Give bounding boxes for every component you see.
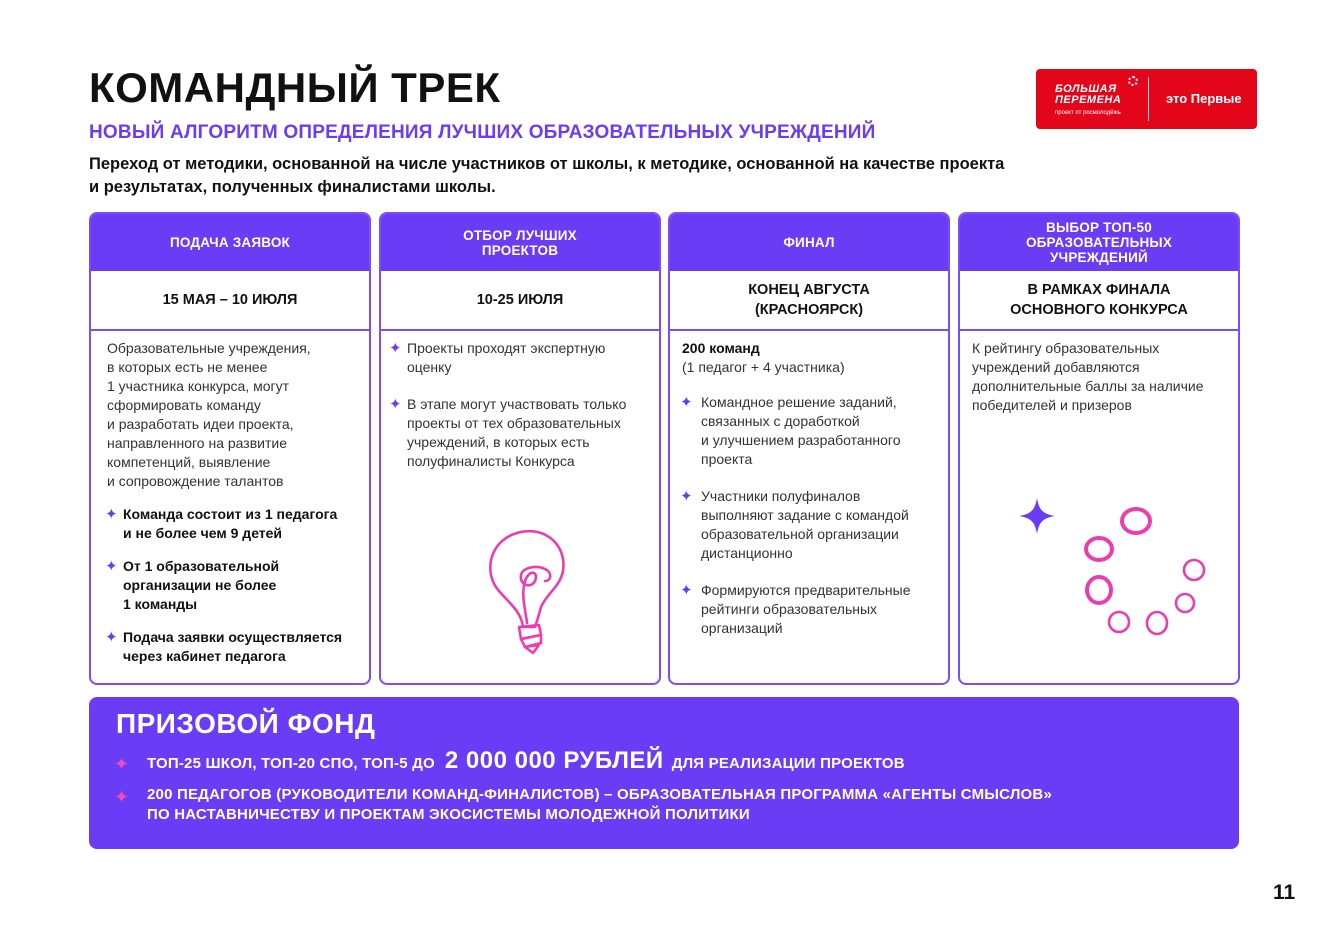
sparkle-icon: ✦ bbox=[105, 506, 118, 523]
stage-description: К рейтингу образовательных учреждений добавляются дополнительные баллы за наличие победителей и призеров bbox=[972, 340, 1204, 413]
bullet-item: ✦ Подача заявки осуществляется через кабинет педагога bbox=[105, 629, 343, 664]
stage-date: 15 МАЯ – 10 ИЮЛЯ bbox=[91, 271, 369, 331]
bullet-item: ✦ Формируются предварительные рейтинги образовательных организаций bbox=[680, 582, 911, 636]
bullet-item: ✦ В этапе могут участвовать только проекты от тех образовательных учреждений, в которых есть полуфиналисты Конкурса bbox=[389, 396, 627, 469]
sparkle-icon: ✦ bbox=[389, 340, 402, 357]
prize-line-2: 200 ПЕДАГОГОВ (РУКОВОДИТЕЛИ КОМАНД-ФИНАЛИСТОВ) – ОБРАЗОВАТЕЛЬНАЯ ПРОГРАММА «АГЕНТЫ СМЫСЛОВ» ПО НАСТАВНИЧЕСТВУ И ПРОЕКТАМ ЭКОСИСТЕМЫ МОЛОДЕЖНОЙ ПОЛИТИКИ bbox=[147, 786, 1052, 823]
bullet-item: ✦ Участники полуфиналов выполняют задание с командой образовательной организации дистанционно bbox=[680, 488, 909, 561]
stage-date: В РАМКАХ ФИНАЛА ОСНОВНОГО КОНКУРСА bbox=[960, 271, 1238, 331]
stage-card-final bbox=[668, 212, 950, 685]
sparkle-icon: ✦ bbox=[680, 394, 693, 411]
stage-description: Образовательные учреждения, в которых есть не менее 1 участника конкурса, могут сформировать команду и разработать идеи проекта, направленного на развитие компетенций, выявление и сопровождение талантов bbox=[107, 340, 311, 489]
stage-date: КОНЕЦ АВГУСТА (КРАСНОЯРСК) bbox=[670, 271, 948, 331]
circles-sparkle-icon bbox=[1015, 494, 1215, 644]
stage-header: ВЫБОР ТОП-50 ОБРАЗОВАТЕЛЬНЫХ УЧРЕЖДЕНИЙ bbox=[960, 214, 1238, 271]
sparkle-icon: ✦ bbox=[680, 488, 693, 505]
stage-body bbox=[960, 331, 1238, 415]
bullet-item: ✦ Команда состоит из 1 педагога и не более чем 9 детей bbox=[105, 506, 338, 541]
stage-header: ОТБОР ЛУЧШИХ ПРОЕКТОВ bbox=[381, 214, 659, 271]
page-number: 11 bbox=[1273, 881, 1296, 904]
page-title: КОМАНДНЫЙ ТРЕК bbox=[89, 64, 501, 111]
prize-fund-panel bbox=[89, 697, 1239, 849]
sparkle-icon: ✦ bbox=[105, 558, 118, 575]
bullet-item: ✦ Командное решение заданий, связанных с доработкой и улучшением разработанного проекта bbox=[680, 394, 901, 467]
stage-card-top50 bbox=[958, 212, 1240, 685]
lightbulb-icon bbox=[469, 519, 579, 659]
brand-logo: БОЛЬШАЯ ПЕРЕМЕНА проект от росмолодёжь это Первые bbox=[1036, 69, 1257, 129]
stage-card-applications bbox=[89, 212, 371, 685]
logo-divider bbox=[1148, 77, 1149, 121]
bullet-item: ✦ От 1 образовательной организации не более 1 команды bbox=[105, 558, 280, 612]
prize-line-1: ТОП-25 ШКОЛ, ТОП-20 СПО, ТОП-5 ДО 2 000 000 РУБЛЕЙ ДЛЯ РЕАЛИЗАЦИИ ПРОЕКТОВ bbox=[147, 747, 905, 774]
sparkle-icon: ✦ bbox=[680, 582, 693, 599]
sparkle-icon: ✦ bbox=[389, 396, 402, 413]
sparkle-icon: ✦ bbox=[114, 787, 130, 807]
stage-body bbox=[91, 331, 369, 666]
intro-text: Переход от методики, основанной на числе участников от школы, к методике, основанной на качестве проекта и результатах, полученных финалистами школы. bbox=[89, 155, 1005, 196]
stage-header: ПОДАЧА ЗАЯВОК bbox=[91, 214, 369, 271]
stage-date: 10-25 ИЮЛЯ bbox=[381, 271, 659, 331]
page-subtitle: НОВЫЙ АЛГОРИТМ ОПРЕДЕЛЕНИЯ ЛУЧШИХ ОБРАЗОВАТЕЛЬНЫХ УЧРЕЖДЕНИЙ bbox=[89, 122, 876, 143]
stage-body bbox=[381, 331, 659, 471]
prize-title: ПРИЗОВОЙ ФОНД bbox=[116, 708, 376, 739]
sparkle-icon: ✦ bbox=[105, 629, 118, 646]
stage-header: ФИНАЛ bbox=[670, 214, 948, 271]
logo-ring-icon bbox=[1128, 76, 1138, 86]
stage-card-selection bbox=[379, 212, 661, 685]
stage-body: 200 команд (1 педагог + 4 участника) ✦ Командное решение заданий, связанных с доработкой и улучшением разработанного проекта ✦ Участники полуфиналов выполняют задание с командой образовательной организации дистанционно ✦ Формируются предварительные рейтинги образовательных организаций bbox=[670, 331, 948, 638]
bullet-item: ✦ Проекты проходят экспертную оценку bbox=[389, 340, 606, 375]
sparkle-icon: ✦ bbox=[114, 754, 130, 774]
